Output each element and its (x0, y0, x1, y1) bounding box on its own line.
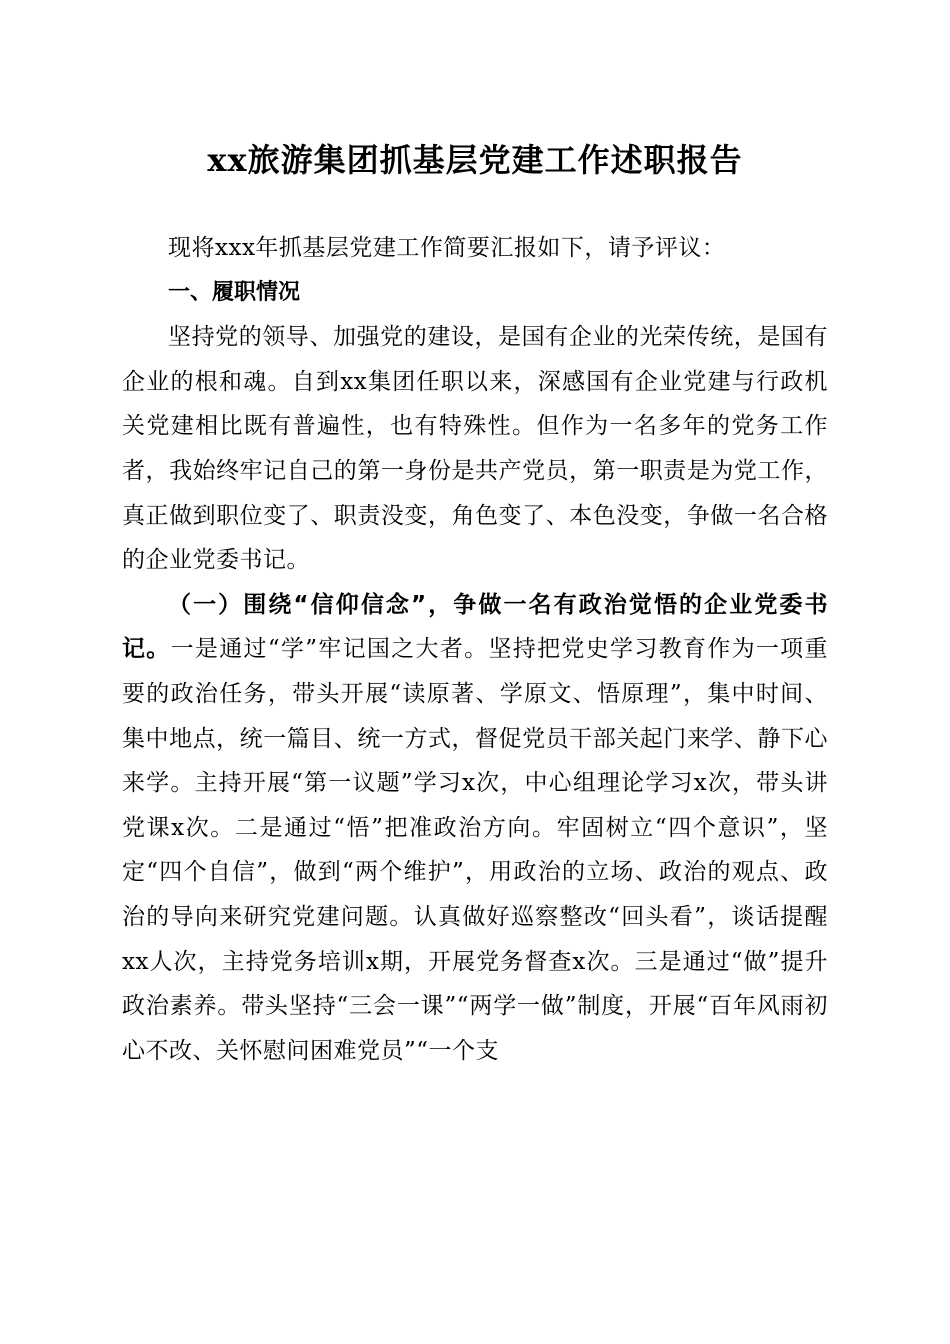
section-heading-performance: 一、履职情况 (168, 279, 301, 305)
section1-paragraph: 坚持党的领导、加强党的建设，是国有企业的光荣传统，是国有企业的根和魂。自到xx集团任职以来，深感国有企业党建与行政机关党建相比既有普遍性，也有特殊性。但作为一名多年的党务工作者，我始终牢记自己的第一身份是共产党员，第一职责是为党工作，真正做到职位变了、职责没变，角色变了、本色没变，争做一名合格的企业党委书记。 (122, 324, 828, 574)
document-body (122, 226, 828, 1073)
intro-paragraph: 现将xxx年抓基层党建工作简要汇报如下，请予评议： (168, 235, 726, 261)
subsection1-text: 一是通过“学”牢记国之大者。坚持把党史学习教育作为一项重要的政治任务，带头开展“读原著、学原文、悟原理”，集中时间、集中地点，统一篇目、统一方式，督促党员干部关起门来学、静下心来学。主持开展“第一议题”学习x次，中心组理论学习x次，带头讲党课x次。二是通过“悟”把准政治方向。牢固树立“四个意识”，坚定“四个自信”，做到“两个维护”，用政治的立场、政治的观点、政治的导向来研究党建问题。认真做好巡察整改“回头看”，谈话提醒xx人次，主持党务培训x期，开展党务督查x次。三是通过“做”提升政治素养。带头坚持“三会一课”“两学一做”制度，开展“百年风雨初心不改、关怀慰问困难党员”“一个支 (122, 636, 828, 1064)
subsection1-heading: （一）围绕“信仰信念”，争做一名有政治觉悟的企业党委书记。 (122, 591, 828, 663)
subsection1-paragraph (122, 583, 828, 1074)
document-title: xx旅游集团抓基层党建工作述职报告 (207, 141, 743, 179)
